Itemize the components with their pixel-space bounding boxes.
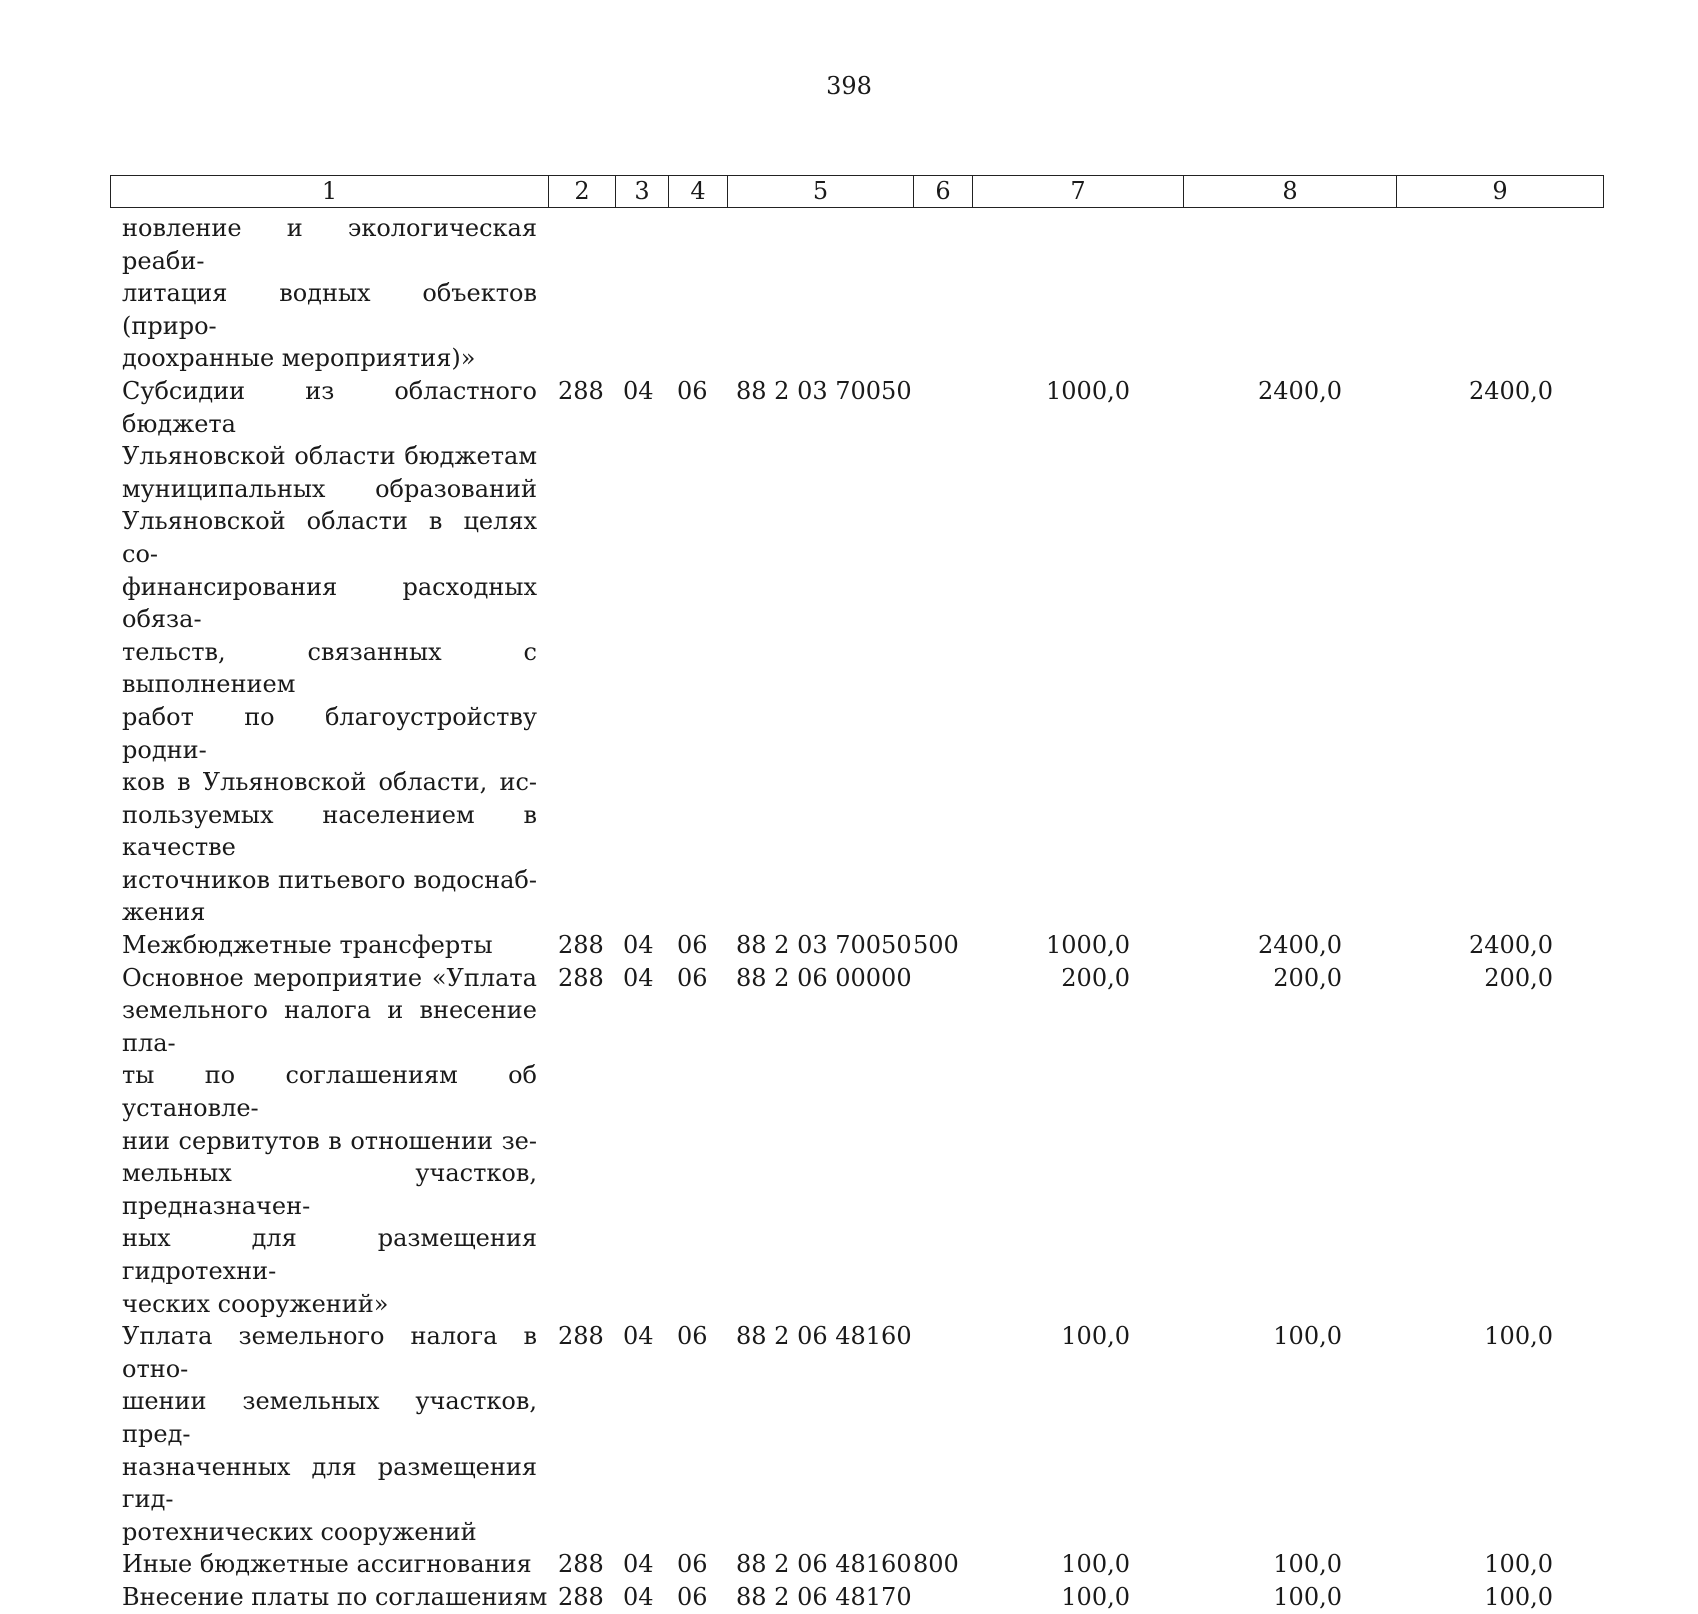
row-col-6: 500 bbox=[913, 931, 959, 960]
description-line: литация водных объектов (приро- bbox=[122, 279, 537, 340]
description-line: пользуемых населением в качестве bbox=[122, 800, 537, 862]
row-description bbox=[122, 375, 537, 929]
header-col-1: 1 bbox=[111, 176, 549, 208]
description-line: земельного налога и внесение пла- bbox=[122, 996, 537, 1057]
row-col-7: 1000,0 bbox=[1046, 931, 1130, 960]
description-line: новление и экологическая реаби- bbox=[122, 214, 537, 275]
row-col-2: 288 bbox=[558, 376, 604, 405]
description-line: работ по благоустройству родни- bbox=[122, 702, 537, 764]
row-col-2: 288 bbox=[558, 1550, 604, 1579]
description-line: Межбюджетные трансферты bbox=[122, 931, 493, 960]
row-col-5: 88 2 06 00000 bbox=[736, 963, 912, 992]
row-description bbox=[122, 1548, 537, 1581]
row-col-3: 04 bbox=[623, 1322, 654, 1351]
description-line: доохранные мероприятия)» bbox=[122, 344, 476, 373]
description-line: шении земельных участков, пред- bbox=[122, 1387, 537, 1448]
table-row bbox=[0, 1548, 1698, 1581]
table-row bbox=[0, 212, 1698, 375]
description-line: муниципальных образований bbox=[122, 474, 537, 503]
row-description bbox=[122, 962, 537, 1321]
row-col-4: 06 bbox=[677, 931, 708, 960]
row-col-4: 06 bbox=[677, 1582, 708, 1611]
description-line: ты по соглашениям об установле- bbox=[122, 1061, 537, 1123]
row-col-3: 04 bbox=[623, 963, 654, 992]
header-col-7: 7 bbox=[973, 176, 1184, 208]
row-col-8: 200,0 bbox=[1273, 963, 1342, 992]
description-line: Субсидии из областного бюджета bbox=[122, 376, 537, 438]
header-col-8: 8 bbox=[1184, 176, 1397, 208]
header-col-9: 9 bbox=[1397, 176, 1604, 208]
header-col-4: 4 bbox=[669, 176, 728, 208]
description-line: нии сервитутов в отношении зе- bbox=[122, 1126, 537, 1155]
description-line: источников питьевого водоснаб- bbox=[122, 865, 537, 894]
row-col-5: 88 2 06 48160 bbox=[736, 1322, 912, 1351]
description-line: финансирования расходных обяза- bbox=[122, 572, 537, 634]
row-col-4: 06 bbox=[677, 1550, 708, 1579]
description-line: Внесение платы по соглашениям bbox=[122, 1582, 548, 1611]
description-line: ков в Ульяновской области, ис- bbox=[122, 768, 537, 797]
row-col-4: 06 bbox=[677, 376, 708, 405]
page-number: 398 bbox=[826, 72, 872, 100]
row-col-7: 100,0 bbox=[1061, 1322, 1130, 1351]
row-col-9: 100,0 bbox=[1484, 1550, 1553, 1579]
table-row bbox=[0, 375, 1698, 929]
row-col-8: 2400,0 bbox=[1258, 376, 1342, 405]
row-col-5: 88 2 03 70050 bbox=[736, 931, 912, 960]
row-col-3: 04 bbox=[623, 376, 654, 405]
row-col-9: 100,0 bbox=[1484, 1582, 1553, 1611]
row-col-2: 288 bbox=[558, 1582, 604, 1611]
description-line: Основное мероприятие «Уплата bbox=[122, 963, 537, 992]
row-col-8: 100,0 bbox=[1273, 1582, 1342, 1611]
table-row bbox=[0, 1581, 1698, 1614]
row-description bbox=[122, 212, 537, 375]
row-col-3: 04 bbox=[623, 931, 654, 960]
header-col-2: 2 bbox=[549, 176, 616, 208]
row-col-9: 2400,0 bbox=[1469, 376, 1553, 405]
header-col-5: 5 bbox=[728, 176, 914, 208]
row-col-4: 06 bbox=[677, 1322, 708, 1351]
row-col-8: 2400,0 bbox=[1258, 931, 1342, 960]
row-col-2: 288 bbox=[558, 931, 604, 960]
table-body bbox=[0, 212, 1698, 1614]
description-line: назначенных для размещения гид- bbox=[122, 1452, 537, 1514]
row-col-5: 88 2 06 48160 bbox=[736, 1550, 912, 1579]
row-description bbox=[122, 1581, 548, 1614]
description-line: Уплата земельного налога в отно- bbox=[122, 1322, 537, 1383]
row-description bbox=[122, 1320, 537, 1548]
row-col-2: 288 bbox=[558, 1322, 604, 1351]
row-col-5: 88 2 06 48170 bbox=[736, 1582, 912, 1611]
row-col-9: 100,0 bbox=[1484, 1322, 1553, 1351]
row-col-5: 88 2 03 70050 bbox=[736, 376, 912, 405]
description-line: тельств, связанных с выполнением bbox=[122, 637, 537, 699]
row-col-6: 800 bbox=[913, 1550, 959, 1579]
row-col-7: 100,0 bbox=[1061, 1582, 1130, 1611]
description-line: ных для размещения гидротехни- bbox=[122, 1224, 537, 1285]
row-col-9: 2400,0 bbox=[1469, 931, 1553, 960]
description-line: Иные бюджетные ассигнования bbox=[122, 1550, 532, 1579]
row-col-3: 04 bbox=[623, 1550, 654, 1579]
table-row bbox=[0, 1320, 1698, 1548]
table-header bbox=[110, 175, 1604, 208]
row-col-7: 100,0 bbox=[1061, 1550, 1130, 1579]
row-description bbox=[122, 929, 537, 962]
row-col-8: 100,0 bbox=[1273, 1322, 1342, 1351]
row-col-7: 200,0 bbox=[1061, 963, 1130, 992]
header-col-3: 3 bbox=[616, 176, 669, 208]
row-col-3: 04 bbox=[623, 1582, 654, 1611]
row-col-9: 200,0 bbox=[1484, 963, 1553, 992]
description-line: ческих сооружений» bbox=[122, 1289, 389, 1318]
description-line: ротехнических сооружений bbox=[122, 1517, 477, 1546]
description-line: мельных участков, предназначен- bbox=[122, 1159, 537, 1220]
row-col-7: 1000,0 bbox=[1046, 376, 1130, 405]
header-col-6: 6 bbox=[914, 176, 973, 208]
description-line: жения bbox=[122, 898, 206, 927]
table-row bbox=[0, 929, 1698, 962]
row-col-4: 06 bbox=[677, 963, 708, 992]
description-line: Ульяновской области в целях со- bbox=[122, 507, 537, 568]
description-line: Ульяновской области бюджетам bbox=[122, 442, 537, 471]
table-row bbox=[0, 962, 1698, 1321]
row-col-2: 288 bbox=[558, 963, 604, 992]
row-col-8: 100,0 bbox=[1273, 1550, 1342, 1579]
